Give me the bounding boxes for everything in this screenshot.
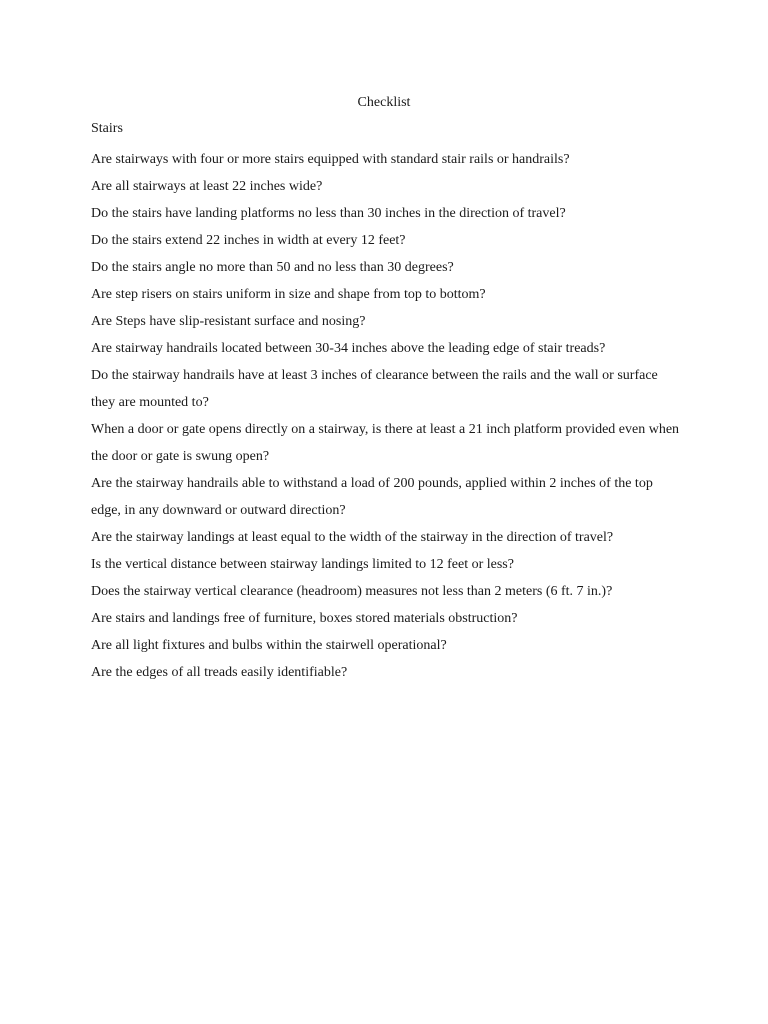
question-item: When a door or gate opens directly on a stairway, is there at least a 21 inch platform provided even when the door or gate is swung open? — [91, 422, 680, 464]
question-item: Are the stairway handrails able to withstand a load of 200 pounds, applied within 2 inches of the top edge, in any downward or outward direction? — [91, 476, 653, 518]
page-title: Checklist — [357, 95, 411, 110]
question-item: Are all stairways at least 22 inches wide? — [91, 179, 323, 194]
question-item: Are step risers on stairs uniform in size and shape from top to bottom? — [91, 287, 486, 302]
question-item: Are stairways with four or more stairs equipped with standard stair rails or handrails? — [91, 152, 570, 167]
question-item: Are the edges of all treads easily identifiable? — [91, 665, 348, 680]
question-item: Are the stairway landings at least equal to the width of the stairway in the direction of travel? — [91, 530, 614, 545]
question-item: Are stairway handrails located between 30-34 inches above the leading edge of stair treads? — [91, 341, 606, 356]
question-item: Are Steps have slip-resistant surface and nosing? — [91, 314, 366, 329]
question-item: Do the stairs extend 22 inches in width at every 12 feet? — [91, 233, 406, 248]
question-item: Is the vertical distance between stairway landings limited to 12 feet or less? — [91, 557, 514, 572]
question-item: Do the stairs have landing platforms no less than 30 inches in the direction of travel? — [91, 206, 566, 221]
section-heading: Stairs — [91, 121, 123, 136]
question-item: Are stairs and landings free of furniture, boxes stored materials obstruction? — [91, 611, 518, 626]
checklist-body — [91, 119, 681, 686]
question-item: Do the stairway handrails have at least 3 inches of clearance between the rails and the wall or surface they are mounted to? — [91, 368, 658, 410]
question-list — [91, 146, 681, 686]
question-item: Are all light fixtures and bulbs within the stairwell operational? — [91, 638, 447, 653]
question-item: Does the stairway vertical clearance (headroom) measures not less than 2 meters (6 ft. 7 in.)? — [91, 584, 613, 599]
question-item: Do the stairs angle no more than 50 and no less than 30 degrees? — [91, 260, 454, 275]
